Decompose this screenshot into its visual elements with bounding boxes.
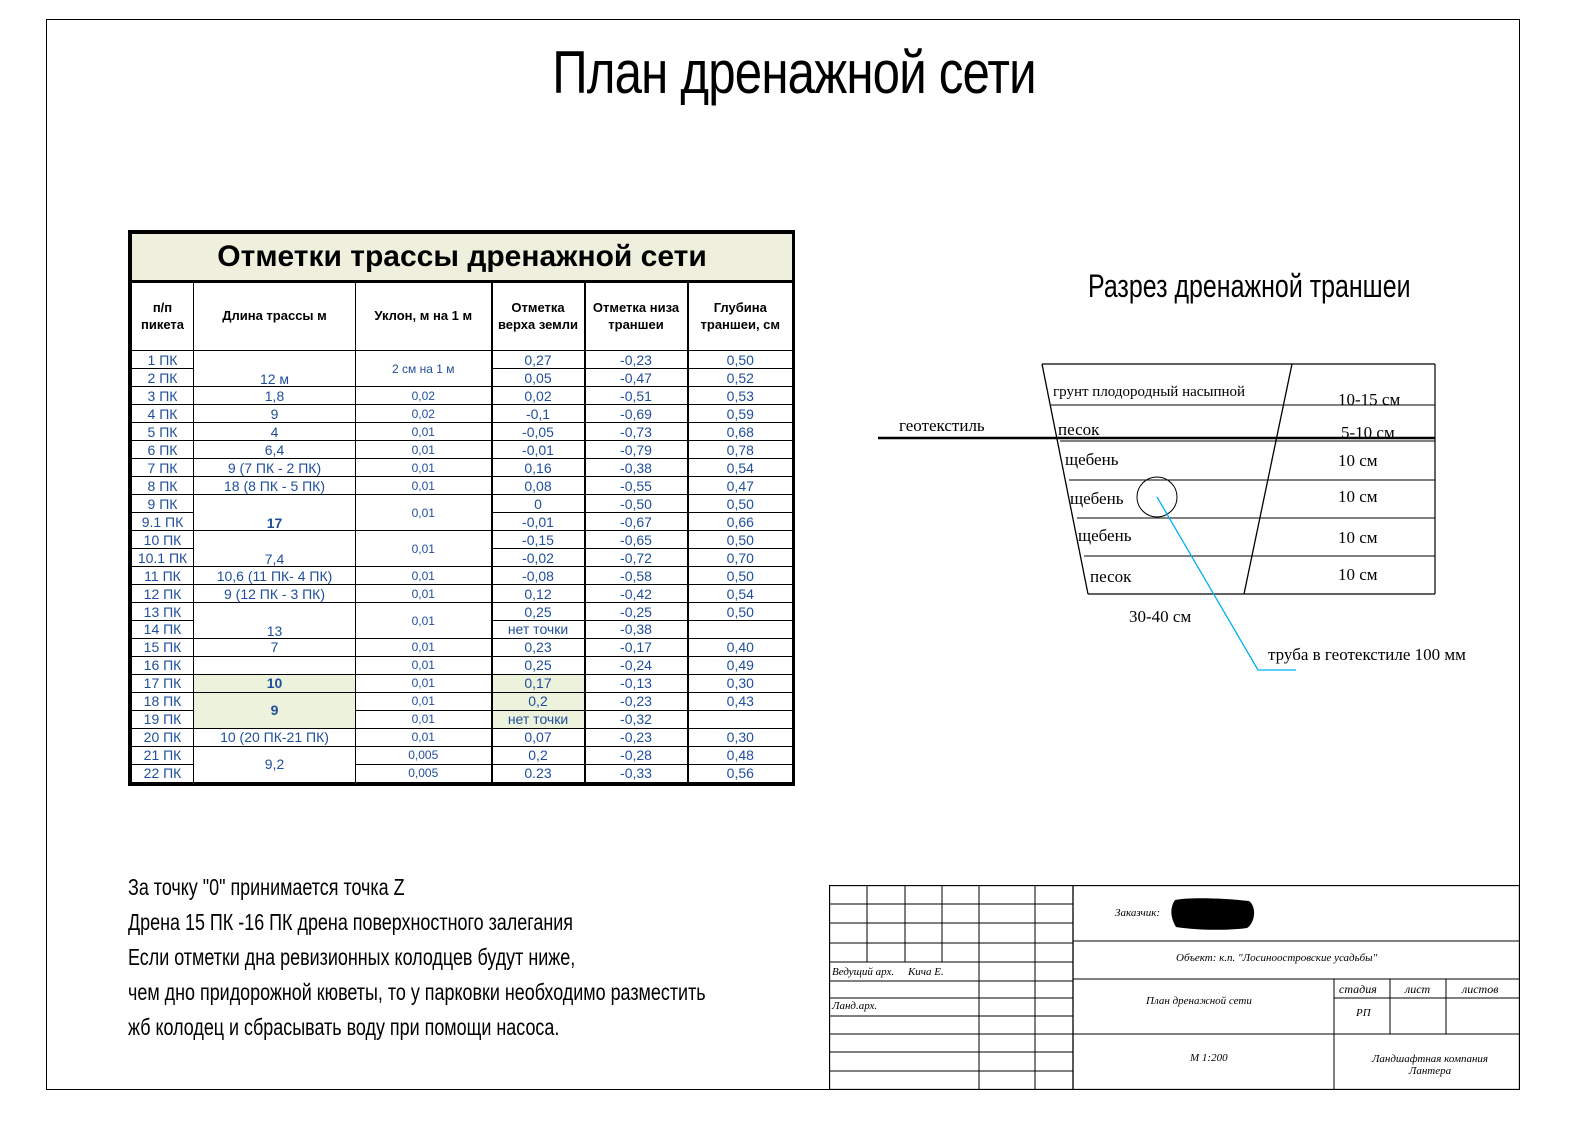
cell-bottom: -0,33 (585, 764, 688, 782)
cell-depth: 0,68 (688, 423, 793, 441)
cell-bottom: -0,69 (585, 405, 688, 423)
cell-pk: 18 ПК (132, 692, 194, 710)
cell-pk: 11 ПК (132, 567, 194, 585)
cell-length: 9 (194, 692, 356, 728)
cell-slope: 0,01 (356, 603, 492, 639)
cell-top: 0,27 (492, 351, 585, 369)
cell-top: 0,25 (492, 603, 585, 621)
cell-slope: 0,01 (356, 692, 492, 710)
cell-top: 0,17 (492, 674, 585, 692)
cell-slope: 0,01 (356, 674, 492, 692)
cell-depth: 0,50 (688, 567, 793, 585)
cell-length: 7,4 (194, 531, 356, 567)
cell-pk: 14 ПК (132, 621, 194, 639)
cell-top: -0,08 (492, 567, 585, 585)
cell-slope: 0,01 (356, 656, 492, 674)
cell-depth: 0,66 (688, 513, 793, 531)
company: Ландшафтная компания Лантера (1371, 1053, 1489, 1077)
cell-length: 1,8 (194, 387, 356, 405)
layer-name: щебень (1078, 526, 1132, 545)
cell-depth: 0,53 (688, 387, 793, 405)
note-line: Если отметки дна ревизионных колодцев будут ниже, (128, 944, 576, 970)
cell-top: 0,07 (492, 728, 585, 746)
cell-slope: 0,005 (356, 746, 492, 764)
cell-pk: 19 ПК (132, 710, 194, 728)
cell-slope: 0,01 (356, 423, 492, 441)
cell-depth: 0,50 (688, 603, 793, 621)
cell-bottom: -0,42 (585, 585, 688, 603)
cell-pk: 12 ПК (132, 585, 194, 603)
cell-depth: 0,30 (688, 728, 793, 746)
cell-top: -0,05 (492, 423, 585, 441)
cell-depth: 0,56 (688, 764, 793, 782)
cell-depth: 0,54 (688, 585, 793, 603)
cell-pk: 10.1 ПК (132, 549, 194, 567)
cell-pk: 22 ПК (132, 764, 194, 782)
cell-pk: 13 ПК (132, 603, 194, 621)
cell-bottom: -0,51 (585, 387, 688, 405)
header-bottom: Отметка низа траншеи (585, 281, 688, 351)
note-line: За точку "0" принимается точка Z (128, 874, 405, 900)
cell-length: 4 (194, 423, 356, 441)
geotextile-label: геотекстиль (899, 416, 985, 435)
header-length: Длина трассы м (194, 281, 356, 351)
cell-pk: 4 ПК (132, 405, 194, 423)
land-architect-label: Ланд.арх. (832, 1000, 878, 1012)
cell-top: 0,08 (492, 477, 585, 495)
cell-slope: 0,01 (356, 585, 492, 603)
layer-thickness: 5-10 см (1341, 423, 1395, 442)
table-title: Отметки трассы дренажной сети (132, 234, 793, 282)
cell-depth: 0,43 (688, 692, 793, 710)
cell-pk: 16 ПК (132, 656, 194, 674)
cell-depth: 0,54 (688, 459, 793, 477)
cell-top: 0,05 (492, 369, 585, 387)
cell-slope: 0,01 (356, 567, 492, 585)
object-name: Объект: к.п. "Лосиноостровские усадьбы" (1176, 952, 1378, 964)
cell-top: 0,2 (492, 692, 585, 710)
stage-value: РП (1356, 1007, 1371, 1019)
layer-thickness: 10 см (1338, 487, 1378, 506)
cell-bottom: -0,25 (585, 603, 688, 621)
cell-top: -0,01 (492, 441, 585, 459)
cell-pk: 20 ПК (132, 728, 194, 746)
cell-top: 0,23 (492, 638, 585, 656)
cell-pk: 7 ПК (132, 459, 194, 477)
cell-top: 0,16 (492, 459, 585, 477)
cell-bottom: -0,32 (585, 710, 688, 728)
cell-bottom: -0,58 (585, 567, 688, 585)
cell-bottom: -0,50 (585, 495, 688, 513)
cell-pk: 15 ПК (132, 638, 194, 656)
scale: М 1:200 (1190, 1052, 1228, 1064)
cell-depth: 0,30 (688, 674, 793, 692)
cell-bottom: -0,24 (585, 656, 688, 674)
cell-top: 0,02 (492, 387, 585, 405)
cell-bottom: -0,23 (585, 692, 688, 710)
cell-slope: 0,01 (356, 531, 492, 567)
section-title: Разрез дренажной траншеи (1088, 268, 1411, 304)
cell-pk: 8 ПК (132, 477, 194, 495)
cell-depth: 0,78 (688, 441, 793, 459)
cell-top: -0,1 (492, 405, 585, 423)
sheet-title: План дренажной сети (1146, 995, 1252, 1007)
cell-slope: 0,02 (356, 405, 492, 423)
cell-depth: 0,50 (688, 351, 793, 369)
cell-pk: 6 ПК (132, 441, 194, 459)
cell-slope: 0,01 (356, 441, 492, 459)
cell-depth: 0,49 (688, 656, 793, 674)
cell-length: 7 (194, 638, 356, 656)
cell-depth: 0,50 (688, 531, 793, 549)
cell-depth: 0,70 (688, 549, 793, 567)
cell-top: -0,02 (492, 549, 585, 567)
cell-bottom: -0,47 (585, 369, 688, 387)
cell-pk: 3 ПК (132, 387, 194, 405)
header-top: Отметка верха земли (492, 281, 585, 351)
layer-thickness: 10-15 см (1338, 390, 1401, 409)
cell-length: 6,4 (194, 441, 356, 459)
cell-bottom: -0,73 (585, 423, 688, 441)
layer-name: песок (1090, 567, 1132, 586)
cell-bottom: -0,23 (585, 351, 688, 369)
cell-slope: 0,01 (356, 477, 492, 495)
cell-length: 10,6 (11 ПК- 4 ПК) (194, 567, 356, 585)
layer-name: щебень (1065, 450, 1119, 469)
cell-length: 9 (7 ПК - 2 ПК) (194, 459, 356, 477)
cell-slope: 2 см на 1 м (356, 351, 492, 387)
cell-depth: 0,50 (688, 495, 793, 513)
lead-architect-name: Кича Е. (908, 966, 944, 978)
cell-bottom: -0,23 (585, 728, 688, 746)
cell-slope: 0,01 (356, 728, 492, 746)
customer-label: Заказчик: (1115, 907, 1161, 919)
cell-pk: 10 ПК (132, 531, 194, 549)
cell-bottom: -0,38 (585, 459, 688, 477)
cell-depth: 0,48 (688, 746, 793, 764)
pipe-label: труба в геотекстиле 100 мм (1268, 645, 1466, 664)
cell-slope: 0,02 (356, 387, 492, 405)
cell-depth: 0,59 (688, 405, 793, 423)
layer-thickness: 10 см (1338, 565, 1378, 584)
cell-length: 9 (12 ПК - 3 ПК) (194, 585, 356, 603)
cell-bottom: -0,67 (585, 513, 688, 531)
page-title: План дренажной сети (552, 39, 1036, 106)
cell-bottom: -0,38 (585, 621, 688, 639)
layer-name: грунт плодородный насыпной (1053, 384, 1246, 400)
cell-length: 12 м (194, 351, 356, 387)
sheet-label: лист (1405, 982, 1431, 996)
cell-top: -0,01 (492, 513, 585, 531)
cell-slope: 0,01 (356, 459, 492, 477)
note-line: Дрена 15 ПК -16 ПК дрена поверхностного залегания (128, 909, 574, 935)
cell-depth: 0,52 (688, 369, 793, 387)
note-line: жб колодец и сбрасывать воду при помощи насоса. (128, 1014, 560, 1040)
cell-length: 9,2 (194, 746, 356, 782)
cell-pk: 2 ПК (132, 369, 194, 387)
cell-pk: 9 ПК (132, 495, 194, 513)
cell-bottom: -0,17 (585, 638, 688, 656)
sheets-label: листов (1462, 982, 1499, 996)
cell-top: 0,25 (492, 656, 585, 674)
cell-bottom: -0,55 (585, 477, 688, 495)
cell-length: 17 (194, 495, 356, 531)
cell-bottom: -0,72 (585, 549, 688, 567)
cell-bottom: -0,28 (585, 746, 688, 764)
cell-top: 0 (492, 495, 585, 513)
cell-length: 13 (194, 603, 356, 639)
cell-top: 0,12 (492, 585, 585, 603)
header-slope: Уклон, м на 1 м (356, 281, 492, 351)
cell-pk: 1 ПК (132, 351, 194, 369)
note-line: чем дно придорожной кюветы, то у парковки необходимо разместить (128, 979, 706, 1005)
cell-pk: 17 ПК (132, 674, 194, 692)
cell-top: 0.23 (492, 764, 585, 782)
cell-length: 10 (194, 674, 356, 692)
layer-name: песок (1058, 420, 1100, 439)
cell-top: -0,15 (492, 531, 585, 549)
cell-slope: 0,005 (356, 764, 492, 782)
layer-thickness: 10 см (1338, 528, 1378, 547)
cell-slope: 0,01 (356, 710, 492, 728)
cell-pk: 5 ПК (132, 423, 194, 441)
cell-pk: 21 ПК (132, 746, 194, 764)
cell-length: 9 (194, 405, 356, 423)
redaction-mark (1171, 898, 1254, 930)
cell-bottom: -0,79 (585, 441, 688, 459)
cell-bottom: -0,13 (585, 674, 688, 692)
layer-name: щебень (1070, 489, 1124, 508)
cell-length: 18 (8 ПК - 5 ПК) (194, 477, 356, 495)
lead-architect-label: Ведущий арх. (832, 966, 895, 978)
cell-slope: 0,01 (356, 495, 492, 531)
cell-length: 10 (20 ПК-21 ПК) (194, 728, 356, 746)
cell-pk: 9.1 ПК (132, 513, 194, 531)
cell-slope: 0,01 (356, 638, 492, 656)
cell-depth: 0,47 (688, 477, 793, 495)
header-depth: Глубина траншеи, см (688, 281, 793, 351)
cell-top: нет точки (492, 710, 585, 728)
width-label: 30-40 см (1129, 607, 1192, 626)
layer-thickness: 10 см (1338, 451, 1378, 470)
cell-top: нет точки (492, 621, 585, 639)
cell-top: 0,2 (492, 746, 585, 764)
cell-bottom: -0,65 (585, 531, 688, 549)
stage-label: стадия (1339, 982, 1377, 996)
header-pk: п/п пикета (132, 281, 194, 351)
cell-depth: 0,40 (688, 638, 793, 656)
